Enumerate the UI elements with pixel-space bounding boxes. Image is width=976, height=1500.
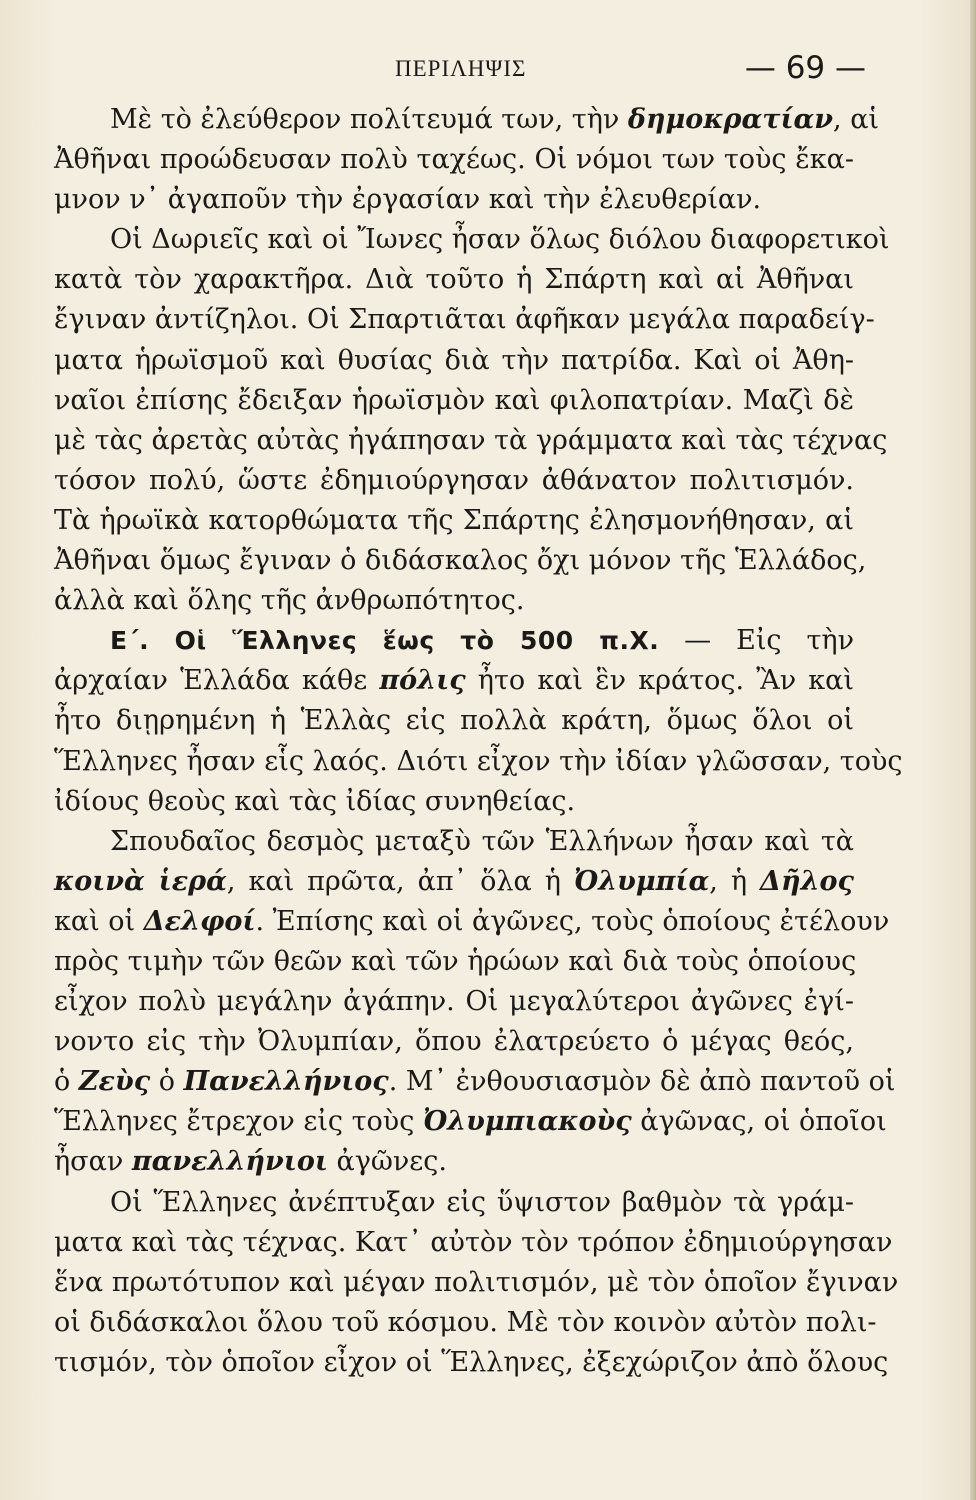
text-line [54, 180, 854, 220]
text-segment: Ἀθῆναι ὅμως ἔγιναν ὁ διδάσκαλος ὄχι μόνον τῆς Ἑλλάδος, [54, 545, 867, 577]
emphasis-text: Ζεὺς [78, 1066, 151, 1098]
text-segment: Τὰ ἡρωϊκὰ κατορθώματα τῆς Σπάρτης ἐλησμονήθησαν, αἱ [54, 504, 854, 536]
text-segment: Οἱ Ἕλληνες ἀνέπτυξαν εἰς ὕψιστον βαθμὸν τὰ γράμ- [110, 1186, 854, 1218]
text-line [54, 541, 867, 581]
text-line [54, 421, 888, 461]
text-segment: Σπουδαῖος δεσμὸς μεταξὺ τῶν Ἑλλήνων ἦσαν καὶ τὰ [110, 825, 854, 857]
text-segment: ἔγιναν ἀντίζηλοι. Οἱ Σπαρτιᾶται ἀφῆκαν μεγάλα παραδείγ- [54, 304, 875, 336]
text-line [54, 381, 854, 421]
text-line [54, 822, 854, 862]
text-segment: ἀγῶνες. [327, 1146, 447, 1178]
text-line [54, 942, 857, 982]
text-segment: ἕνα πρωτότυπον καὶ μέγαν πολιτισμόν, μὲ τὸν ὁποῖον ἔγιναν [54, 1266, 899, 1298]
text-segment: ἰδίους θεοὺς καὶ τὰς ἰδίας συνηθείας. [54, 785, 576, 817]
emphasis-text: Πανελλήνιος [183, 1066, 389, 1098]
page-number: — 69 — [744, 50, 866, 86]
emphasis-text: Δελφοί [143, 905, 256, 937]
text-line [54, 341, 854, 381]
text-segment: ἀγῶνας, οἱ ὁποῖοι [631, 1106, 887, 1138]
text-line [54, 1142, 854, 1182]
text-segment: ἀρχαίαν Ἑλλάδα κάθε [54, 665, 380, 697]
text-line [54, 260, 854, 300]
text-segment: ὁ [150, 1066, 184, 1098]
text-line [54, 742, 903, 782]
text-line [54, 1102, 887, 1142]
text-segment: . Ἐπίσης καὶ οἱ ἀγῶνες, τοὺς ὁποίους ἐτέλουν [255, 905, 890, 937]
text-segment: εἶχον πολὺ μεγάλην ἀγάπην. Οἱ μεγαλύτεροι ἀγῶνες ἐγί- [54, 986, 854, 1018]
text-segment: οἱ διδάσκαλοι ὅλου τοῦ κόσμου. Μὲ τὸν κοινὸν αὐτὸν πολι- [54, 1306, 877, 1338]
emphasis-text: δημοκρατίαν [627, 104, 834, 135]
text-segment: ματα καὶ τὰς τέχνας. Κατ᾿ αὐτὸν τὸν τρόπον ἐδημιούργησαν [54, 1226, 893, 1258]
text-segment: τόσον πολύ, ὥστε ἐδημιούργησαν ἀθάνατον πολιτισμόν. [54, 464, 854, 496]
text-line [54, 461, 854, 501]
emphasis-text: πανελλήνιοι [131, 1146, 328, 1178]
text-line [54, 1022, 854, 1062]
text-segment: ἀλλὰ καὶ ὅλης τῆς ἀνθρωπότητος. [54, 585, 525, 617]
text-segment: Μὲ τὸ ἐλεύθερον πολίτευμά των, τὴν [110, 104, 628, 135]
text-line [54, 661, 854, 701]
text-line [54, 1263, 899, 1303]
text-segment: , ἡ [709, 865, 761, 897]
text-line [54, 862, 854, 902]
text-line [54, 220, 890, 260]
text-segment: Ἕλληνες ἔτρεχον εἰς τοὺς [54, 1106, 423, 1138]
text-line [54, 501, 854, 541]
text-line [54, 701, 854, 741]
text-segment: Οἱ Δωριεῖς καὶ οἱ Ἴωνες ἦσαν ὅλως διόλου διαφορετικοὶ [110, 224, 890, 256]
text-segment: ἦσαν [54, 1146, 132, 1178]
text-segment: Ἀθῆναι προώδευσαν πολὺ ταχέως. Οἱ νόμοι των τοὺς ἔκα- [54, 144, 854, 176]
text-segment: κατὰ τὸν χαρακτῆρα. Διὰ τοῦτο ἡ Σπάρτη καὶ αἱ Ἀθῆναι [54, 264, 854, 296]
text-segment: Ἕλληνες ἦσαν εἷς λαός. Διότι εἶχον τὴν ἰδίαν γλῶσσαν, τοὺς [54, 745, 903, 777]
section-heading: Ε΄. Οἱ Ἕλληνες ἕως τὸ 500 π.Χ. [110, 626, 660, 656]
text-segment: ἦτο καὶ ἓν κράτος. Ἂν καὶ [465, 665, 854, 697]
emphasis-text: Ὀλυμπιακοὺς [422, 1106, 632, 1138]
text-segment: . Μ᾿ ἐνθουσιασμὸν δὲ ἀπὸ παντοῦ οἱ [388, 1066, 896, 1098]
emphasis-text: κοινὰ ἱερά [54, 865, 227, 897]
text-line [54, 621, 854, 661]
text-segment: ἦτο διῃρημένη ἡ Ἑλλὰς εἰς πολλὰ κράτη, ὅμως ὅλοι οἱ [54, 705, 854, 737]
text-segment: , καὶ πρῶτα, ἀπ᾿ ὅλα ἡ [226, 865, 574, 897]
text-line [54, 581, 854, 621]
text-line [54, 1062, 896, 1102]
running-title: ΠΕΡΙΛΗΨΙΣ [395, 56, 527, 81]
body-text [54, 100, 903, 1383]
text-segment: μνον ν᾿ ἀγαποῦν τὴν ἐργασίαν καὶ τὴν ἐλευθερίαν. [54, 184, 762, 216]
emphasis-text: πόλις [379, 665, 466, 697]
text-segment: , αἱ [833, 104, 880, 135]
text-line [54, 982, 854, 1022]
text-line [54, 100, 880, 140]
text-line [54, 902, 890, 942]
text-line [54, 782, 854, 822]
text-segment: ναῖοι ἐπίσης ἔδειξαν ἡρωϊσμὸν καὶ φιλοπατρίαν. Μαζὶ δὲ [54, 384, 854, 416]
emphasis-text: Ὀλυμπία [573, 865, 710, 897]
text-line [54, 140, 854, 180]
text-line [54, 300, 875, 340]
text-segment: καὶ οἱ [54, 905, 144, 937]
text-segment: — Εἰς τὴν [659, 625, 854, 657]
text-segment: ὁ [54, 1066, 79, 1098]
text-segment: νοντο εἰς τὴν Ὀλυμπίαν, ὅπου ἐλατρεύετο ὁ μέγας θεός, [54, 1026, 854, 1058]
text-segment: μὲ τὰς ἀρετὰς αὐτὰς ἠγάπησαν τὰ γράμματα καὶ τὰς τέχνας [54, 424, 888, 456]
text-line [54, 1303, 877, 1343]
emphasis-text: Δῆλος [760, 865, 854, 897]
text-segment: ματα ἡρωϊσμοῦ καὶ θυσίας διὰ τὴν πατρίδα. Καὶ οἱ Ἀθη- [54, 344, 854, 376]
text-segment: τισμόν, τὸν ὁποῖον εἶχον οἱ Ἕλληνες, ἐξεχώριζον ἀπὸ ὅλους [54, 1346, 889, 1378]
page-edge [970, 0, 976, 1500]
text-line [54, 1343, 889, 1383]
text-line [54, 1223, 893, 1263]
text-segment: πρὸς τιμὴν τῶν θεῶν καὶ τῶν ἡρώων καὶ διὰ τοὺς ὁποίους [54, 945, 857, 977]
text-line [54, 1183, 854, 1223]
page-header [395, 52, 866, 92]
